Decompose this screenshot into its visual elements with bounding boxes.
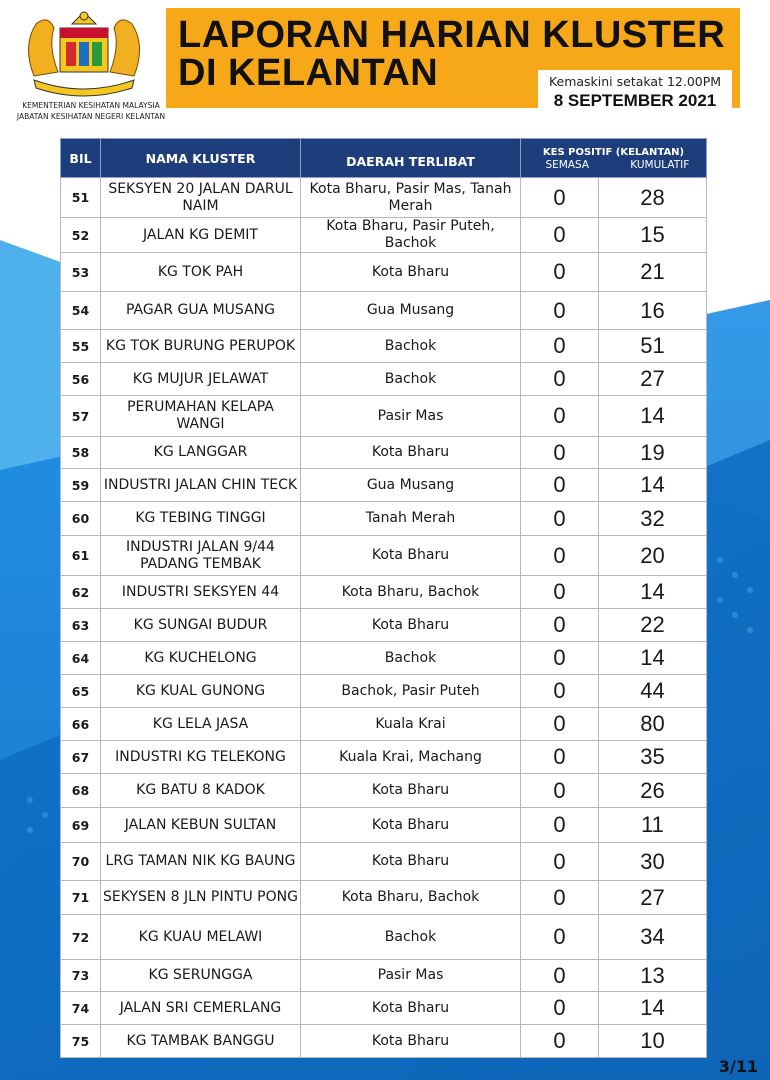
cell-bil: 66 xyxy=(61,708,101,741)
cell-daerah: Tanah Merah xyxy=(301,502,521,536)
table-row xyxy=(61,253,707,292)
cell-bil: 53 xyxy=(61,253,101,292)
cell-kumulatif: 11 xyxy=(599,808,707,843)
table-row xyxy=(61,741,707,774)
cell-daerah: Pasir Mas xyxy=(301,960,521,992)
cell-bil: 65 xyxy=(61,675,101,708)
cell-nama-kluster: KG TOK PAH xyxy=(101,253,301,292)
cell-kumulatif: 34 xyxy=(599,915,707,960)
table-row xyxy=(61,708,707,741)
cell-daerah: Kota Bharu xyxy=(301,774,521,808)
table-row xyxy=(61,363,707,396)
cell-bil: 69 xyxy=(61,808,101,843)
table-row xyxy=(61,642,707,675)
cell-bil: 62 xyxy=(61,576,101,609)
cell-nama-kluster: KG TEBING TINGGI xyxy=(101,502,301,536)
cell-semasa: 0 xyxy=(521,396,599,437)
cell-semasa: 0 xyxy=(521,1025,599,1058)
cell-kumulatif: 35 xyxy=(599,741,707,774)
agency-name xyxy=(6,100,176,122)
cell-bil: 74 xyxy=(61,992,101,1025)
table-row xyxy=(61,469,707,502)
cell-nama-kluster: PAGAR GUA MUSANG xyxy=(101,292,301,330)
cell-nama-kluster: INDUSTRI JALAN 9/44 PADANG TEMBAK xyxy=(101,536,301,576)
cell-bil: 57 xyxy=(61,396,101,437)
agency-line-2: JABATAN KESIHATAN NEGERI KELANTAN xyxy=(16,112,166,121)
cell-bil: 59 xyxy=(61,469,101,502)
cell-nama-kluster: INDUSTRI KG TELEKONG xyxy=(101,741,301,774)
cell-semasa: 0 xyxy=(521,960,599,992)
table-row xyxy=(61,992,707,1025)
cell-nama-kluster: KG LELA JASA xyxy=(101,708,301,741)
cell-semasa: 0 xyxy=(521,363,599,396)
table-header-row xyxy=(61,139,707,178)
title-line-1: LAPORAN HARIAN KLUSTER xyxy=(178,14,726,56)
cell-semasa: 0 xyxy=(521,330,599,363)
cell-kumulatif: 10 xyxy=(599,1025,707,1058)
date-box xyxy=(538,70,732,114)
header-semasa: SEMASA xyxy=(545,158,590,171)
table-row xyxy=(61,576,707,609)
cell-nama-kluster: KG KUAU MELAWI xyxy=(101,915,301,960)
cell-semasa: 0 xyxy=(521,253,599,292)
cell-daerah: Kota Bharu, Bachok xyxy=(301,576,521,609)
cell-daerah: Kuala Krai xyxy=(301,708,521,741)
cell-semasa: 0 xyxy=(521,675,599,708)
cell-semasa: 0 xyxy=(521,992,599,1025)
header-nama-kluster: NAMA KLUSTER xyxy=(101,139,301,178)
table-row xyxy=(61,774,707,808)
table-row xyxy=(61,437,707,469)
cell-daerah: Kota Bharu, Pasir Puteh, Bachok xyxy=(301,218,521,253)
cell-nama-kluster: KG SERUNGGA xyxy=(101,960,301,992)
cell-kumulatif: 28 xyxy=(599,178,707,218)
cell-kumulatif: 14 xyxy=(599,642,707,675)
cell-bil: 52 xyxy=(61,218,101,253)
table-row xyxy=(61,330,707,363)
cell-kumulatif: 14 xyxy=(599,576,707,609)
cell-bil: 54 xyxy=(61,292,101,330)
cell-nama-kluster: JALAN KEBUN SULTAN xyxy=(101,808,301,843)
cell-kumulatif: 27 xyxy=(599,363,707,396)
table-row xyxy=(61,292,707,330)
cell-daerah: Bachok xyxy=(301,642,521,675)
table-row xyxy=(61,675,707,708)
page-number: 3/11 xyxy=(718,1057,758,1076)
cell-kumulatif: 51 xyxy=(599,330,707,363)
report-date: 8 SEPTEMBER 2021 xyxy=(553,91,717,110)
cell-semasa: 0 xyxy=(521,502,599,536)
cell-nama-kluster: KG KUAL GUNONG xyxy=(101,675,301,708)
jata-negara-crest xyxy=(14,6,154,98)
cell-bil: 60 xyxy=(61,502,101,536)
header-bil: BIL xyxy=(61,139,101,178)
cell-nama-kluster: PERUMAHAN KELAPA WANGI xyxy=(101,396,301,437)
table-row xyxy=(61,960,707,992)
table-row xyxy=(61,881,707,915)
cell-nama-kluster: KG KUCHELONG xyxy=(101,642,301,675)
cell-kumulatif: 14 xyxy=(599,992,707,1025)
cell-semasa: 0 xyxy=(521,218,599,253)
cell-semasa: 0 xyxy=(521,808,599,843)
cell-bil: 55 xyxy=(61,330,101,363)
cell-semasa: 0 xyxy=(521,708,599,741)
cell-bil: 51 xyxy=(61,178,101,218)
cell-nama-kluster: KG MUJUR JELAWAT xyxy=(101,363,301,396)
cell-kumulatif: 27 xyxy=(599,881,707,915)
header-kes-positif xyxy=(521,139,707,178)
cell-kumulatif: 13 xyxy=(599,960,707,992)
cell-kumulatif: 16 xyxy=(599,292,707,330)
cell-kumulatif: 14 xyxy=(599,396,707,437)
table-row xyxy=(61,218,707,253)
cell-semasa: 0 xyxy=(521,292,599,330)
cell-daerah: Bachok, Pasir Puteh xyxy=(301,675,521,708)
header-kes-positif-label: KES POSITIF (KELANTAN) xyxy=(542,146,685,158)
cell-kumulatif: 30 xyxy=(599,843,707,881)
cell-bil: 71 xyxy=(61,881,101,915)
cell-nama-kluster: KG LANGGAR xyxy=(101,437,301,469)
cell-daerah: Kota Bharu xyxy=(301,437,521,469)
cell-nama-kluster: INDUSTRI JALAN CHIN TECK xyxy=(101,469,301,502)
cell-daerah: Kota Bharu, Bachok xyxy=(301,881,521,915)
cluster-table xyxy=(60,138,707,1058)
agency-line-1: KEMENTERIAN KESIHATAN MALAYSIA xyxy=(22,101,160,110)
cell-semasa: 0 xyxy=(521,178,599,218)
cell-daerah: Kuala Krai, Machang xyxy=(301,741,521,774)
cell-kumulatif: 14 xyxy=(599,469,707,502)
title-banner xyxy=(166,8,740,108)
cell-bil: 67 xyxy=(61,741,101,774)
cell-kumulatif: 20 xyxy=(599,536,707,576)
table-row xyxy=(61,808,707,843)
cluster-table-wrapper xyxy=(60,138,706,1058)
cell-semasa: 0 xyxy=(521,642,599,675)
cell-nama-kluster: LRG TAMAN NIK KG BAUNG xyxy=(101,843,301,881)
cell-daerah: Kota Bharu xyxy=(301,253,521,292)
cell-daerah: Kota Bharu xyxy=(301,843,521,881)
table-row xyxy=(61,609,707,642)
cell-daerah: Bachok xyxy=(301,330,521,363)
cell-nama-kluster: SEKYSEN 8 JLN PINTU PONG xyxy=(101,881,301,915)
cell-daerah: Kota Bharu xyxy=(301,536,521,576)
cell-daerah: Gua Musang xyxy=(301,292,521,330)
cell-daerah: Pasir Mas xyxy=(301,396,521,437)
cell-bil: 75 xyxy=(61,1025,101,1058)
cell-nama-kluster: SEKSYEN 20 JALAN DARUL NAIM xyxy=(101,178,301,218)
cell-kumulatif: 80 xyxy=(599,708,707,741)
cell-daerah: Kota Bharu, Pasir Mas, Tanah Merah xyxy=(301,178,521,218)
cell-bil: 73 xyxy=(61,960,101,992)
cell-daerah: Kota Bharu xyxy=(301,609,521,642)
table-row xyxy=(61,502,707,536)
cell-semasa: 0 xyxy=(521,536,599,576)
cell-bil: 70 xyxy=(61,843,101,881)
update-label: Kemaskini setakat 12.00PM xyxy=(548,74,722,89)
cell-kumulatif: 21 xyxy=(599,253,707,292)
cell-daerah: Kota Bharu xyxy=(301,1025,521,1058)
cell-bil: 68 xyxy=(61,774,101,808)
cell-bil: 58 xyxy=(61,437,101,469)
cell-kumulatif: 15 xyxy=(599,218,707,253)
cell-daerah: Kota Bharu xyxy=(301,808,521,843)
cell-daerah: Gua Musang xyxy=(301,469,521,502)
table-row xyxy=(61,536,707,576)
cell-bil: 56 xyxy=(61,363,101,396)
table-row xyxy=(61,843,707,881)
cell-nama-kluster: KG TAMBAK BANGGU xyxy=(101,1025,301,1058)
cell-bil: 72 xyxy=(61,915,101,960)
header-daerah-terlibat: DAERAH TERLIBAT xyxy=(301,139,521,178)
table-row xyxy=(61,915,707,960)
cell-kumulatif: 32 xyxy=(599,502,707,536)
cell-semasa: 0 xyxy=(521,881,599,915)
cell-semasa: 0 xyxy=(521,774,599,808)
cell-nama-kluster: KG SUNGAI BUDUR xyxy=(101,609,301,642)
cell-semasa: 0 xyxy=(521,576,599,609)
table-row xyxy=(61,178,707,218)
cell-semasa: 0 xyxy=(521,609,599,642)
cell-nama-kluster: INDUSTRI SEKSYEN 44 xyxy=(101,576,301,609)
table-row xyxy=(61,1025,707,1058)
cell-semasa: 0 xyxy=(521,741,599,774)
header-kumulatif: KUMULATIF xyxy=(630,158,690,171)
cell-daerah: Kota Bharu xyxy=(301,992,521,1025)
cell-semasa: 0 xyxy=(521,843,599,881)
cell-semasa: 0 xyxy=(521,469,599,502)
cell-semasa: 0 xyxy=(521,437,599,469)
cell-bil: 61 xyxy=(61,536,101,576)
cell-nama-kluster: KG TOK BURUNG PERUPOK xyxy=(101,330,301,363)
title-line-2: DI KELANTAN xyxy=(178,52,439,94)
cell-bil: 64 xyxy=(61,642,101,675)
cell-nama-kluster: JALAN KG DEMIT xyxy=(101,218,301,253)
table-body xyxy=(61,178,707,1058)
cell-daerah: Bachok xyxy=(301,363,521,396)
cell-kumulatif: 26 xyxy=(599,774,707,808)
cell-nama-kluster: KG BATU 8 KADOK xyxy=(101,774,301,808)
table-row xyxy=(61,396,707,437)
cell-daerah: Bachok xyxy=(301,915,521,960)
cell-kumulatif: 19 xyxy=(599,437,707,469)
cell-kumulatif: 22 xyxy=(599,609,707,642)
cell-bil: 63 xyxy=(61,609,101,642)
cell-kumulatif: 44 xyxy=(599,675,707,708)
cell-semasa: 0 xyxy=(521,915,599,960)
cell-nama-kluster: JALAN SRI CEMERLANG xyxy=(101,992,301,1025)
